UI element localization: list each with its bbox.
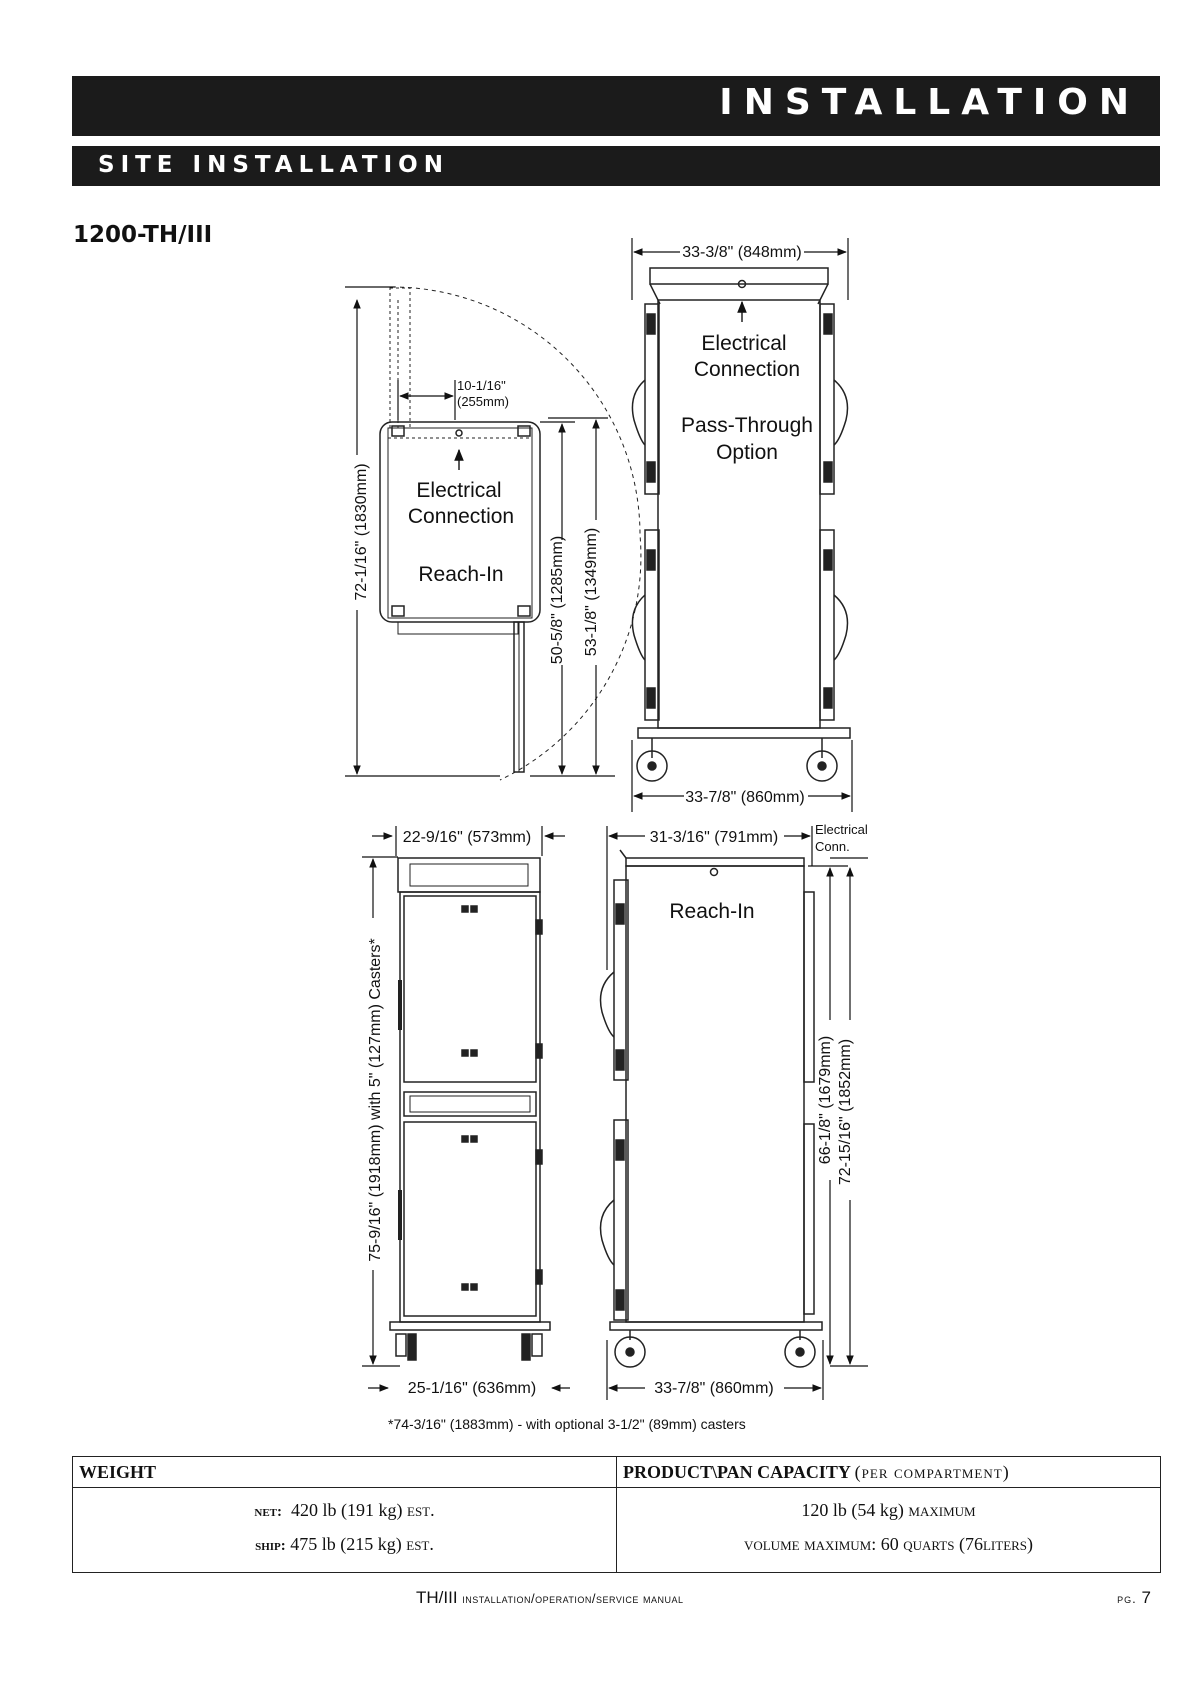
subsection-title: SITE INSTALLATION	[98, 152, 449, 178]
spec-table	[72, 1456, 1161, 1573]
dim-pass-bottom-width: 33-7/8" (860mm)	[685, 789, 805, 806]
dim-depth-b: 53-1/8" (1349mm)	[583, 527, 600, 657]
top-label-electrical: Electrical	[416, 479, 502, 502]
top-view-dimensions	[345, 287, 615, 776]
model-name: 1200-TH/III	[73, 222, 213, 248]
weight-cell	[73, 1488, 617, 1573]
pass-label-connection: Connection	[693, 358, 801, 381]
side-label-reach-in: Reach-In	[669, 900, 755, 923]
pass-label-electrical: Electrical	[701, 332, 787, 355]
pass-through-text	[681, 244, 813, 806]
front-view-text	[367, 829, 536, 1397]
pass-through-dimensions	[632, 238, 852, 812]
side-label-electrical: Electrical	[815, 822, 868, 837]
top-label-reach-in: Reach-In	[418, 563, 504, 586]
dim-side-bottom-width: 33-7/8" (860mm)	[654, 1380, 774, 1397]
dim-front-bottom-width: 25-1/16" (636mm)	[407, 1380, 537, 1397]
capacity-header: PRODUCT\PAN CAPACITY (per compartment)	[617, 1457, 1161, 1488]
casters-footnote: *74-3/16" (1883mm) - with optional 3-1/2" (89mm) casters	[388, 1416, 746, 1432]
side-view-text	[650, 822, 868, 1397]
section-title: INSTALLATION	[719, 82, 1140, 123]
dim-side-height-a: 66-1/8" (1679mm)	[817, 1035, 834, 1165]
page-number: pg. 7	[1117, 1588, 1151, 1607]
dim-height-overall: 72-1/16" (1830mm)	[353, 463, 370, 601]
capacity-cell	[617, 1488, 1161, 1573]
pass-label-pass-through: Pass-Through	[681, 414, 813, 437]
side-view-drawing	[601, 850, 823, 1367]
manual-title: TH/III installation/operation/service manual	[416, 1588, 684, 1607]
capacity-row: 120 lb (54 kg) maximum	[801, 1500, 976, 1520]
side-label-conn: Conn.	[815, 839, 850, 854]
dim-side-height-b: 72-15/16" (1852mm)	[837, 1038, 854, 1186]
dim-front-height: 75-9/16" (1918mm) with 5" (127mm) Casters*	[367, 938, 384, 1262]
dim-offset: 10-1/16"	[457, 378, 506, 393]
net-weight-row: net: 420 lb (191 kg) est.	[254, 1500, 435, 1520]
ship-weight-row: ship: 475 lb (215 kg) est.	[255, 1534, 434, 1554]
pass-label-option: Option	[716, 441, 778, 464]
dim-pass-top-width: 33-3/8" (848mm)	[682, 244, 802, 261]
weight-header: WEIGHT	[73, 1457, 617, 1488]
top-label-connection: Connection	[407, 505, 515, 528]
page-footer	[0, 1588, 1191, 1612]
dim-depth-a: 50-5/8" (1285mm)	[549, 535, 566, 665]
dim-side-top-width: 31-3/16" (791mm)	[649, 829, 779, 846]
dim-front-top-width: 22-9/16" (573mm)	[402, 829, 532, 846]
dim-offset-mm: (255mm)	[457, 394, 510, 409]
front-view-drawing	[390, 858, 550, 1360]
volume-row: volume maximum: 60 quarts (76liters)	[743, 1534, 1034, 1554]
